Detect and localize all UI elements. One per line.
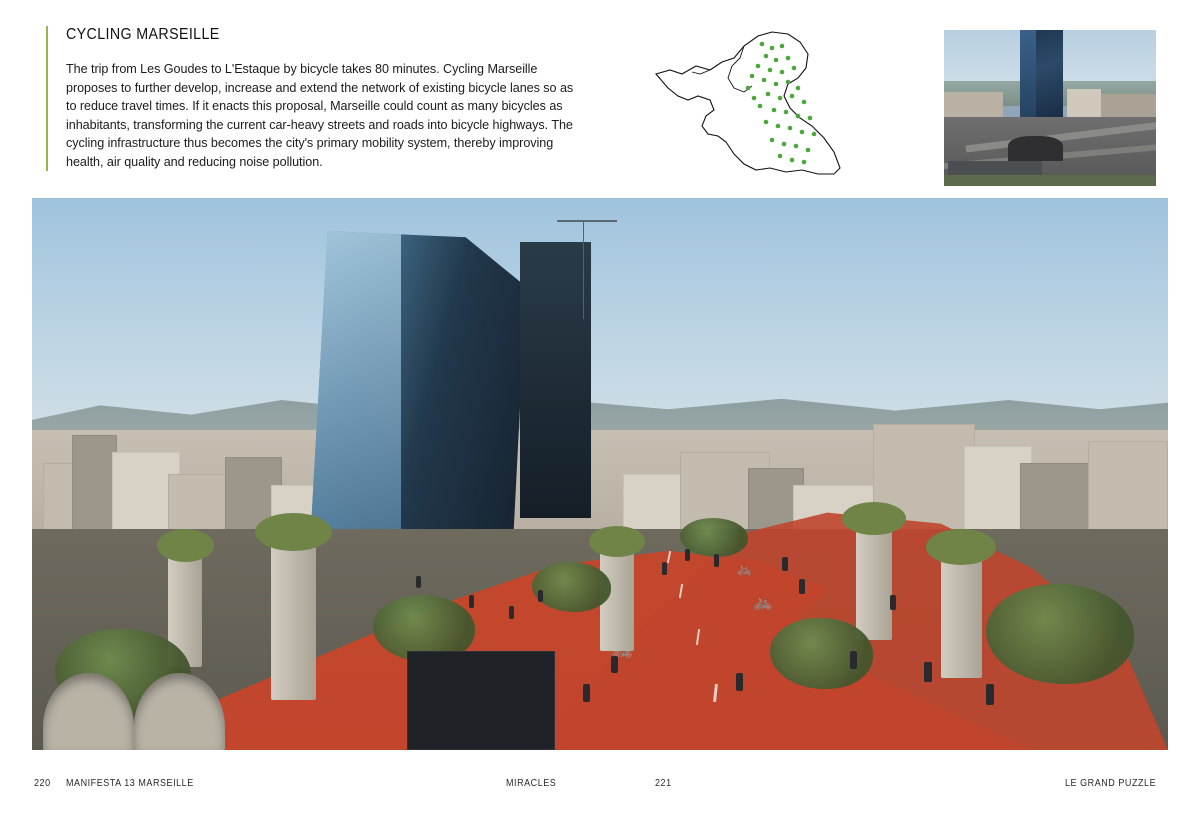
marseille-highway-photo (944, 30, 1156, 186)
footer-book-title-right: LE GRAND PUZZLE (1064, 778, 1156, 789)
footer-section-title: MIRACLES (506, 778, 557, 789)
marseille-territory-map (648, 22, 930, 182)
page-footer (0, 778, 1200, 802)
page-title: CYCLING MARSEILLE (66, 26, 220, 43)
page-number-right: 221 (655, 778, 672, 789)
bike-pictogram: 🚲 (736, 561, 753, 577)
cycling-highway-rendering (32, 198, 1168, 750)
page-number-left: 220 (34, 778, 51, 789)
bike-pictogram: 🚲 (753, 594, 774, 612)
footer-book-title-left: MANIFESTA 13 MARSEILLE (66, 778, 194, 789)
article-body: The trip from Les Goudes to L'Estaque by bicycle takes 80 minutes. Cycling Marseille proposes to further develop, increase and extend the network of existing bicycle lanes so as to reduce travel times. If it enacts this proposal, Marseille could count as many bicycles as inhabitants, transforming the current car-heavy streets and roads into bicycle highways. The cycling infrastructure thus becomes the city's primary mobility system, thereby improving health, air quality and reducing noise pollution. (66, 62, 574, 169)
article-text-column (46, 26, 586, 171)
